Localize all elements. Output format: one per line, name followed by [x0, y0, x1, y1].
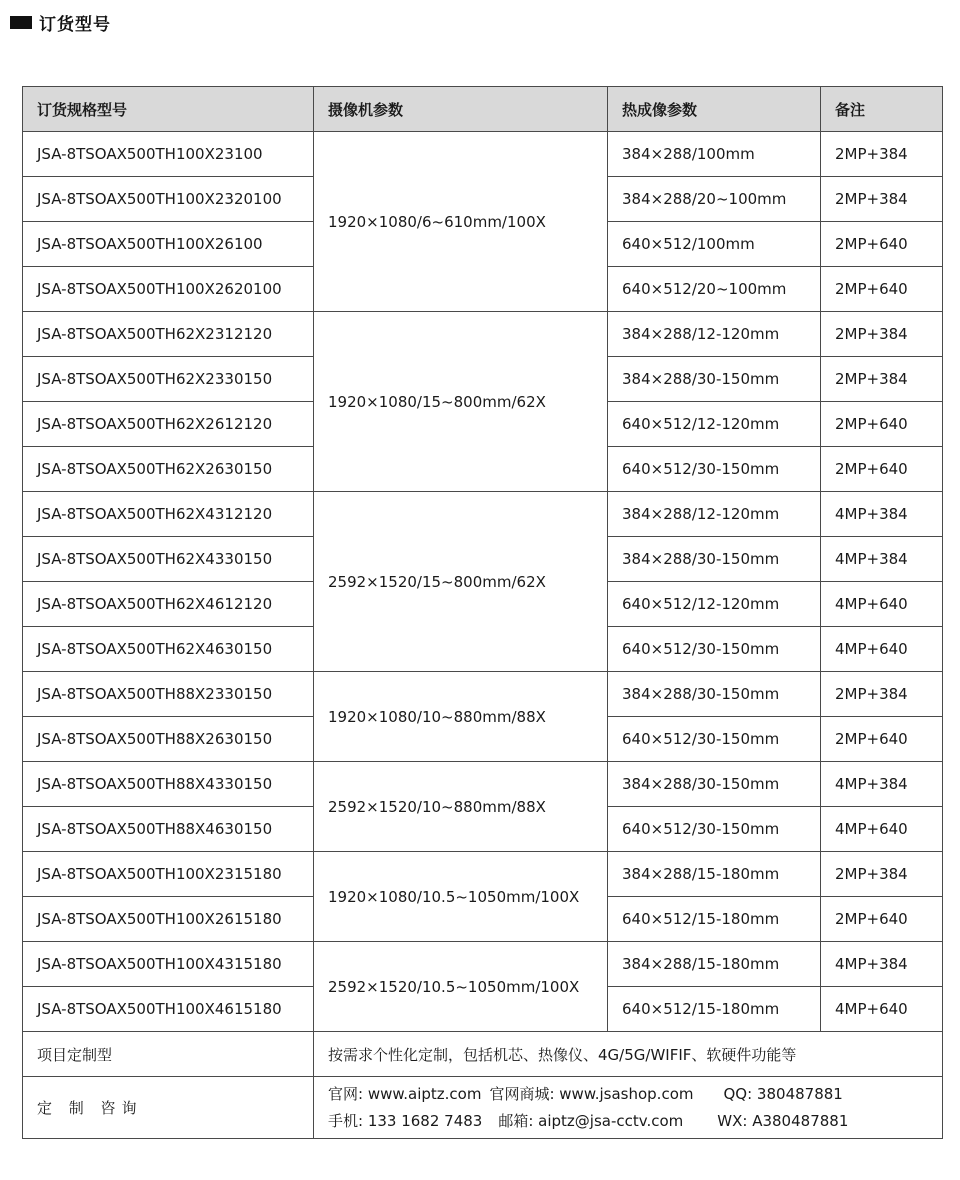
note-cell: 4MP+640: [821, 582, 943, 627]
phone-contact: 手机: 133 1682 7483: [328, 1111, 483, 1130]
consult-info: [314, 1077, 943, 1139]
table-row: [23, 762, 943, 807]
note-cell: 2MP+640: [821, 267, 943, 312]
table-row: [23, 132, 943, 177]
shop-link[interactable]: 官网商城: www.jsashop.com: [489, 1084, 694, 1103]
thermal-cell: 640×512/30-150mm: [608, 717, 821, 762]
thermal-cell: 640×512/30-150mm: [608, 807, 821, 852]
thermal-cell: 640×512/100mm: [608, 222, 821, 267]
qq-contact: QQ: 380487881: [723, 1084, 843, 1103]
wx-contact: WX: A380487881: [717, 1111, 849, 1130]
section-marker: [10, 16, 32, 29]
model-cell: JSA-8TSOAX500TH88X4330150: [23, 762, 314, 807]
custom-row: [23, 1032, 943, 1077]
thermal-cell: 384×288/15-180mm: [608, 942, 821, 987]
note-cell: 2MP+640: [821, 897, 943, 942]
note-cell: 2MP+384: [821, 132, 943, 177]
thermal-cell: 640×512/30-150mm: [608, 627, 821, 672]
consult-row: [23, 1077, 943, 1139]
camera-cell: 2592×1520/10.5~1050mm/100X: [314, 942, 608, 1032]
note-cell: 2MP+640: [821, 717, 943, 762]
table-row: [23, 942, 943, 987]
camera-cell: 1920×1080/10.5~1050mm/100X: [314, 852, 608, 942]
custom-label: 项目定制型: [23, 1032, 314, 1077]
email-link[interactable]: 邮箱: aiptz@jsa-cctv.com: [498, 1111, 684, 1130]
camera-cell: 2592×1520/10~880mm/88X: [314, 762, 608, 852]
order-model-table: [22, 86, 943, 1139]
contact-line-2: [328, 1108, 942, 1135]
note-cell: 2MP+384: [821, 177, 943, 222]
model-cell: JSA-8TSOAX500TH100X4315180: [23, 942, 314, 987]
camera-cell: 1920×1080/10~880mm/88X: [314, 672, 608, 762]
custom-value: 按需求个性化定制，包括机芯、热像仪、4G/5G/WIFIF、软硬件功能等: [314, 1032, 943, 1077]
table-row: [23, 852, 943, 897]
note-cell: 2MP+640: [821, 222, 943, 267]
note-cell: 2MP+640: [821, 447, 943, 492]
model-cell: JSA-8TSOAX500TH100X26100: [23, 222, 314, 267]
model-cell: JSA-8TSOAX500TH62X4312120: [23, 492, 314, 537]
note-cell: 4MP+640: [821, 627, 943, 672]
note-cell: 2MP+384: [821, 672, 943, 717]
header-model: 订货规格型号: [23, 87, 314, 132]
consult-label-text: 定 制 咨询: [37, 1099, 143, 1117]
table-row: [23, 672, 943, 717]
note-cell: 4MP+640: [821, 987, 943, 1032]
thermal-cell: 640×512/12-120mm: [608, 582, 821, 627]
note-cell: 2MP+384: [821, 312, 943, 357]
model-cell: JSA-8TSOAX500TH100X2315180: [23, 852, 314, 897]
thermal-cell: 384×288/12-120mm: [608, 312, 821, 357]
model-cell: JSA-8TSOAX500TH62X4330150: [23, 537, 314, 582]
note-cell: 4MP+640: [821, 807, 943, 852]
contact-line-1: [328, 1081, 942, 1108]
note-cell: 2MP+384: [821, 852, 943, 897]
thermal-cell: 384×288/100mm: [608, 132, 821, 177]
consult-label: [23, 1077, 314, 1139]
model-cell: JSA-8TSOAX500TH100X23100: [23, 132, 314, 177]
model-cell: JSA-8TSOAX500TH100X2620100: [23, 267, 314, 312]
header-thermal: 热成像参数: [608, 87, 821, 132]
table-header-row: [23, 87, 943, 132]
thermal-cell: 384×288/12-120mm: [608, 492, 821, 537]
model-cell: JSA-8TSOAX500TH100X2320100: [23, 177, 314, 222]
website-link[interactable]: 官网: www.aiptz.com: [328, 1084, 482, 1103]
model-cell: JSA-8TSOAX500TH62X4630150: [23, 627, 314, 672]
note-cell: 2MP+640: [821, 402, 943, 447]
table-body: [23, 132, 943, 1032]
thermal-cell: 384×288/30-150mm: [608, 672, 821, 717]
note-cell: 4MP+384: [821, 942, 943, 987]
model-cell: JSA-8TSOAX500TH100X4615180: [23, 987, 314, 1032]
thermal-cell: 640×512/15-180mm: [608, 897, 821, 942]
thermal-cell: 384×288/30-150mm: [608, 762, 821, 807]
thermal-cell: 640×512/15-180mm: [608, 987, 821, 1032]
table-row: [23, 492, 943, 537]
note-cell: 4MP+384: [821, 492, 943, 537]
camera-cell: 2592×1520/15~800mm/62X: [314, 492, 608, 672]
model-cell: JSA-8TSOAX500TH62X2612120: [23, 402, 314, 447]
model-cell: JSA-8TSOAX500TH88X2330150: [23, 672, 314, 717]
thermal-cell: 640×512/12-120mm: [608, 402, 821, 447]
model-cell: JSA-8TSOAX500TH62X2630150: [23, 447, 314, 492]
section-header: [10, 10, 111, 34]
model-cell: JSA-8TSOAX500TH62X2312120: [23, 312, 314, 357]
model-cell: JSA-8TSOAX500TH62X4612120: [23, 582, 314, 627]
camera-cell: 1920×1080/6~610mm/100X: [314, 132, 608, 312]
model-cell: JSA-8TSOAX500TH62X2330150: [23, 357, 314, 402]
header-camera: 摄像机参数: [314, 87, 608, 132]
thermal-cell: 384×288/30-150mm: [608, 357, 821, 402]
model-cell: JSA-8TSOAX500TH100X2615180: [23, 897, 314, 942]
note-cell: 4MP+384: [821, 537, 943, 582]
table-row: [23, 312, 943, 357]
header-note: 备注: [821, 87, 943, 132]
model-cell: JSA-8TSOAX500TH88X2630150: [23, 717, 314, 762]
thermal-cell: 384×288/30-150mm: [608, 537, 821, 582]
note-cell: 2MP+384: [821, 357, 943, 402]
model-cell: JSA-8TSOAX500TH88X4630150: [23, 807, 314, 852]
thermal-cell: 384×288/20~100mm: [608, 177, 821, 222]
thermal-cell: 640×512/20~100mm: [608, 267, 821, 312]
thermal-cell: 384×288/15-180mm: [608, 852, 821, 897]
section-title: 订货型号: [39, 14, 111, 35]
note-cell: 4MP+384: [821, 762, 943, 807]
thermal-cell: 640×512/30-150mm: [608, 447, 821, 492]
camera-cell: 1920×1080/15~800mm/62X: [314, 312, 608, 492]
